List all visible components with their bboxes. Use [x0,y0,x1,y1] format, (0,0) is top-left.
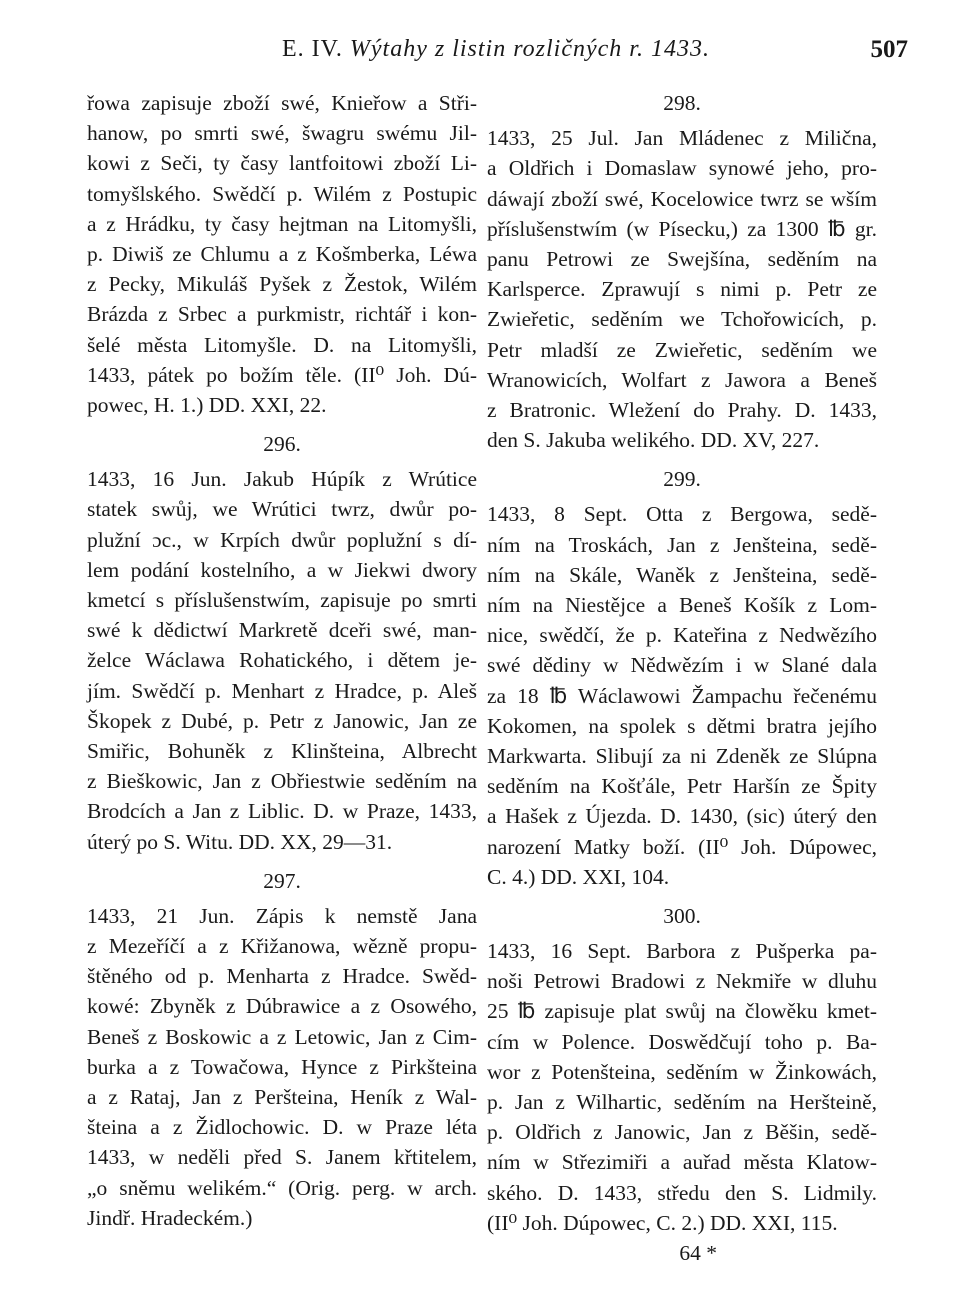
text-line: za 18 ℔ Wáclawowi Žampachu řečenému [487,683,877,708]
text-line: panu Petrowi ze Swejšína, seděním na [487,246,877,271]
entry-number-297: 297. [263,868,301,893]
text-line: a Oldřich i Domaslaw synowé jeho, pro- [487,156,877,181]
text-line: hanow, po smrti swé, šwagru swému Jil- [87,121,477,146]
text-line: a z Hrádku, ty časy hejtman na Litomyšli, [87,211,477,236]
running-title [282,36,710,63]
text-line: 1433, 16 Jun. Jakub Húpík z Wrútice [87,467,477,492]
text-line: powec, H. 1.) DD. XXI, 22. [87,392,327,417]
text-line: a Hašek z Újezda. D. 1430, (sic) úterý den [487,804,877,829]
text-line: Beneš z Boskowic a z Letowic, Jan z Cim- [87,1024,477,1049]
right-column [487,88,877,1268]
entry-296 [87,464,477,856]
text-line: Kokomen, na spolek s dětmi bratra jejího [487,713,877,738]
text-line: ním na Skále, Waněk z Jenšteina, sedě- [487,562,877,587]
text-line: úterý po S. Witu. DD. XX, 29—31. [87,829,393,854]
text-line: Karlsperce. Zprawují s nimi p. Petr ze [487,277,877,302]
text-line: swé k dědictwí Markretě dceři swé, man- [87,618,477,643]
text-line: Brodcích a Jan z Liblic. D. w Praze, 1433, [87,799,477,824]
text-line: 1433, w neděli před S. Janem křtitelem, [87,1145,477,1170]
text-line: jím. Swědčí p. Menhart z Hradce, p. Aleš [87,678,477,703]
text-line: příslušenstwím (w Písecku,) za 1300 ℔ gr. [487,216,877,241]
left-column [87,88,477,1233]
chapter-label: E. IV. [282,36,343,62]
text-line: Wranowicích, Wolfart z Jawora a Beneš [487,367,877,392]
text-line: ním w Střezimiři a auřad města Klatow- [487,1150,877,1175]
entry-298 [487,123,877,455]
text-line: Smiřic, Bohuněk z Klinšteina, Albrecht [87,738,477,763]
entry-number-299: 299. [663,467,701,492]
text-line: narození Matky boží. (II⁰ Joh. Dúpowec, [487,834,877,859]
text-line: Markwarta. Slibují za ni Zdeněk ze Slúpna [487,743,877,768]
text-line: Petr mladší ze Zwieřetic, seděním we [487,337,877,362]
text-line: p. Oldřich z Janowic, Jan z Běšin, sedě- [487,1120,877,1145]
text-line: šteina a z Židlochowic. D. w Praze léta [87,1115,477,1140]
running-header [0,36,960,72]
text-line: 1433, 21 Jun. Zápis k nemstě Jana [87,903,477,928]
page-number: 507 [870,36,908,63]
text-line: ním na Troskách, Jan z Jenšteina, sedě- [487,532,877,557]
text-line: a z Rataj, Jan z Peršteina, Heník z Wal- [87,1085,477,1109]
text-line: tomyšlského. Swědčí p. Wilém z Postupic [87,181,477,206]
text-line: z Bieškowic, Jan z Obřiestwie seděním na [87,769,477,794]
text-line: (II⁰ Joh. Dúpowec, C. 2.) DD. XXI, 115. [487,1210,838,1235]
text-line: wor z Potenšteina, seděním w Žinkowách, [487,1059,877,1084]
text-line: 1433, 16 Sept. Barbora z Pušperka pa- [487,939,877,964]
text-line: z Bratronic. Wležení do Prahy. D. 1433, [487,397,877,422]
text-line: swé dědiny w Nědwězím i w Slané dala [487,653,877,678]
text-line: želce Wáclawa Rohatického, i dětem je- [87,648,477,673]
text-line: cím w Polence. Doswědčují toho p. Ba- [487,1029,877,1054]
text-line: burka a z Towačowa, Hynce z Pirkšteina [87,1054,477,1079]
text-line: kmetcí s příslušenstwím, zapisuje po smrti [87,588,477,612]
text-line: noši Petrowi Bradowi z Nekmiře w dluhu [487,969,877,994]
text-line: p. Diwiš ze Chlumu a z Košmberka, Léwa [87,241,477,266]
entry-297 [87,901,477,1233]
text-line: dáwají zboží swé, Kocelowice twrz se wším [487,186,877,211]
text-line: C. 4.) DD. XXI, 104. [487,864,670,889]
entry-number-298: 298. [663,91,701,115]
text-line: nice, swědčí, že p. Kateřina z Nedwězího [487,623,877,648]
text-line: plužní ɔc., w Krpích dwůr poplužní s dí- [87,527,477,552]
text-line: 1433, 25 Jul. Jan Mládenec z Milična, [487,126,877,151]
text-line: 1433, pátek po božím těle. (II⁰ Joh. Dú- [87,362,477,387]
text-line: šelé města Litomyšle. D. na Litomyšli, [87,332,477,357]
text-line: z Mezeříčí a z Křižanowa, wězně propu- [87,934,477,959]
text-line: z Pecky, Mikuláš Pyšek z Žestok, Wilém [87,272,477,297]
text-line: ním na Niestějce a Beneš Košík z Lom- [487,593,877,617]
text-line: kowi z Seči, ty časy lantfoitowi zboží Li- [87,151,477,176]
text-line: 1433, 8 Sept. Otta z Bergowa, sedě- [487,502,877,527]
text-line: p. Jan z Wilhartic, seděním na Heršteině, [487,1090,877,1114]
signature-mark: 64 * [679,1240,717,1265]
text-line: den S. Jakuba welikého. DD. XV, 227. [487,428,820,453]
text-line: seděním na Košťále, Petr Haršín ze Špity [487,774,877,799]
text-line: lem podání kostelního, a w Jiekwi dwory [87,557,477,582]
entry-number-300: 300. [663,903,701,928]
running-title-text: Wýtahy z listin rozličných r. 1433. [349,36,710,62]
text-line: Jindř. Hradeckém.) [87,1205,253,1230]
entry-295-continuation [87,88,477,420]
entry-number-296: 296. [263,432,301,457]
text-line: Zwieřetic, seděním we Tchořowicích, p. [487,307,877,332]
text-line: „o sněmu welikém.“ (Orig. perg. w arch. [87,1175,477,1200]
text-line: Brázda z Srbec a purkmistr, richtář i kon- [87,302,477,327]
text-line: 25 ℔ zapisuje plat swůj na člowěku kmet- [487,999,877,1024]
text-line: Škopek z Dubé, p. Petr z Janowic, Jan ze [87,708,477,733]
text-line: řowa zapisuje zboží swé, Knieřow a Stři- [87,91,477,115]
entry-299 [487,499,877,891]
text-line: statek swůj, we Wrútici twrz, dwůr po- [87,497,477,522]
text-line: kowé: Zbyněk z Dúbrawice a z Osowého, [87,994,477,1019]
text-line: ského. D. 1433, středu den S. Lidmily. [487,1180,877,1205]
entry-300 [487,936,877,1238]
text-line: štěného od p. Menharta z Hradce. Swěd- [87,964,477,989]
